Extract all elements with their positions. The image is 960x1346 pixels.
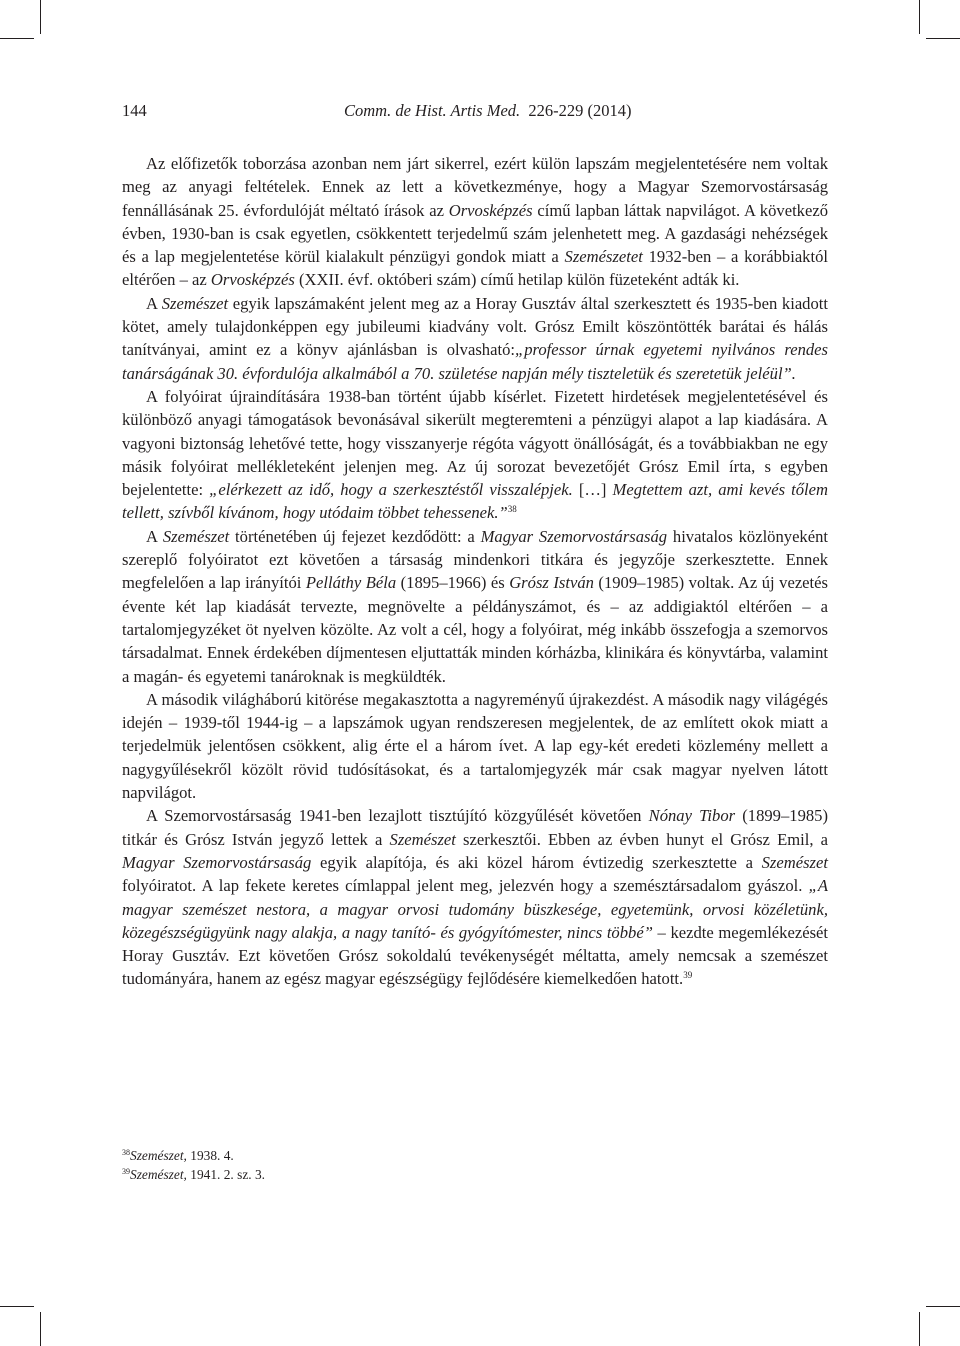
text-run: A folyóirat újraindítására 1938-ban történt újabb kísérlet. Fizetett hirdetések megjelentetésével és különböző anyagi támogatások bevonásával sikerült megteremteni a pénzügyi alapot a lap kiadására. A vagyoni biztonság lehetővé tette, hogy visszanyerje régóta vágyott önállóságát, és a továbbiakban ne egy másik folyóirat mellékleteként jelenjen meg. Az új sorozat bevezetőjét Grósz Emil írta, s egyben bejelentette: (122, 386, 828, 500)
crop-mark (0, 38, 34, 39)
italic-run: Szemészet (389, 829, 456, 849)
italic-run: Megtettem azt, ami kevés tőlem tellett, szívből kívánom, hogy utódaim többet tehessenek.” (122, 480, 829, 523)
body-text (122, 152, 828, 991)
text-run: egyik alapítója, és aki közel három évtizedig szerkesztette a (311, 852, 762, 872)
text-run: A (146, 526, 163, 546)
paragraph (122, 525, 828, 688)
journal-name: Comm. de Hist. Artis Med. (344, 101, 521, 120)
text-run: (1899–1985) titkár és Grósz István jegyző lettek a (122, 806, 828, 849)
page-number: 144 (122, 101, 147, 120)
italic-run: Nónay Tibor (648, 806, 736, 826)
paragraph (122, 152, 828, 292)
italic-run: Szemészet (162, 526, 230, 546)
crop-mark (919, 1312, 920, 1346)
text-run: A (146, 293, 162, 313)
italic-run: Orvosképzés (210, 270, 295, 290)
footnote-ref: 38 (507, 504, 517, 515)
text-run: 1932-ben – a korábbiaktól eltérően – az (122, 247, 829, 290)
italic-run: Magyar Szemorvostársaság (122, 852, 312, 872)
crop-mark (40, 0, 41, 34)
text-run: történetében új fejezet kezdődött: a (229, 526, 481, 546)
italic-run: „professor úrnak egyetemi nyilvános rendes tanárságának 30. évfordulója alkalmából a 70. születése napján mély tiszteletük és szeretetük jeléül”. (122, 340, 829, 383)
footnote-number: 39 (122, 1167, 130, 1176)
text-run: Az előfizetők toborzása azonban nem járt sikerrel, ezért külön lapszám megjelentetésére nem voltak meg az anyagi feltételek. Ennek az lett a következménye, hogy a Magyar Szemorvostársaság fennállásának 25. évfordulóját méltató írások az (122, 154, 828, 220)
paragraph (122, 385, 828, 525)
italic-run: Szemészet (161, 293, 229, 313)
paragraph (122, 804, 828, 990)
text-run: (1895–1966) és (396, 573, 510, 593)
footnote (122, 1165, 828, 1184)
italic-run: „A magyar szemészet nestora, a magyar orvosi tudomány büszkesége, egyetemünk, orvosi közéletünk, közegészségügyünk nagy alakja, a nagy tanító- és gyógyítómester, nincs többé” (122, 876, 828, 942)
italic-run: Magyar Szemorvostársaság (480, 526, 668, 546)
crop-mark (926, 1306, 960, 1307)
page-header (122, 101, 842, 125)
running-head (344, 101, 632, 121)
text-run: […] (578, 480, 607, 500)
italic-run: Szemészet (761, 852, 828, 872)
crop-mark (926, 38, 960, 39)
footnote-source: Szemészet, (130, 1167, 187, 1182)
paragraph (122, 292, 828, 385)
footnote-detail: 1938. 4. (186, 1148, 234, 1163)
footnotes (122, 1146, 828, 1184)
italic-run: Grósz István (509, 573, 594, 593)
crop-mark (40, 1312, 41, 1346)
footnote-ref: 39 (683, 970, 693, 981)
text-run: szerkesztői. Ebben az évben hunyt el Grósz Emil, a (455, 829, 828, 849)
text-run: folyóiratot. A lap fekete keretes címlappal jelent meg, jelezvén hogy a szemésztársadalom gyászol. (122, 876, 809, 896)
crop-mark (0, 1306, 34, 1307)
text-run: című lapban láttak napvilágot. A következő évben, 1930-ban is csak egyetlen, csökkentett terjedelmű szám jelenhetett meg. A gazdasági nehézségek és a lap megjelentetése körül kialakult pénzügyi gondok miatt a (122, 200, 828, 267)
journal-pages: 226-229 (2014) (528, 101, 632, 120)
italic-run: Szemészetet (564, 247, 643, 267)
footnote-detail: 1941. 2. sz. 3. (186, 1167, 266, 1182)
italic-run: Pelláthy Béla (305, 573, 397, 593)
italic-run: Orvosképzés (448, 200, 533, 220)
text-run: A Szemorvostársaság 1941-ben lezajlott tisztújító közgyűlését követően (146, 806, 649, 826)
footnote (122, 1146, 828, 1165)
crop-mark (919, 0, 920, 34)
italic-run: „elérkezett az idő, hogy a szerkesztéstől visszalépjek. (209, 480, 579, 500)
paragraph (122, 688, 828, 804)
footnote-source: Szemészet, (130, 1148, 187, 1163)
text-run: A második világháború kitörése megakasztotta a nagyreményű újrakezdést. A második nagy világégés idején – 1939-től 1944-ig – a lapszámok ugyan rendszeresen megjelentek, de az említett okok miatt a terjedelmük jelentősen csökkent, alig érte el a három ívet. A lap egy-két eredeti közlemény mellett a nagygyűlésekről közölt rövid tudósításokat, és a tartalomjegyzék már csak magyar nyelven látott napvilágot. (122, 689, 828, 803)
text-run: – kezdte megemlékezését Horay Gusztáv. Ezt követően Grósz sokoldalú tevékenységét méltatta, amely nemcsak a szemészet tudományára, hanem az egész magyar egészségügy fejlődésére kiemelkedően hatott. (122, 922, 828, 989)
footnote-number: 38 (122, 1148, 130, 1157)
text-run: egyik lapszámaként jelent meg az a Horay Gusztáv által szerkesztett és 1935-ben kiadott kötet, amely tulajdonképpen egy jubileumi kiadvány volt. Grósz Emilt köszöntötték barátai és hálás tanítványai, amint ez a könyv ajánlásban is olvasható: (122, 293, 829, 360)
text-run: (1909–1985) voltak. Az új vezetés évente két lap kiadását tervezte, megnövelte a példányszámot, és – az addigiaktól eltérően – a tartalomjegyzéket öt nyelven közölte. Az volt a cél, hogy a folyóirat, még inkább összefogja a szemorvos társadalmat. Ennek érdekében díjmentesen eljuttatták minden kórházba, klinikára és könyvtárba, valamint a magán- és egyetemi tanároknak is megküldték. (122, 573, 828, 686)
text-run: (XXII. évf. októberi szám) című hetilap külön füzeteként adták ki. (294, 270, 740, 290)
text-run: hivatalos közlönyeként szereplő folyóiratot ezt követően a társaság mindenkori titkára és jegyzője szerkesztette. Ennek megfelelően a lap irányítói (122, 526, 829, 593)
